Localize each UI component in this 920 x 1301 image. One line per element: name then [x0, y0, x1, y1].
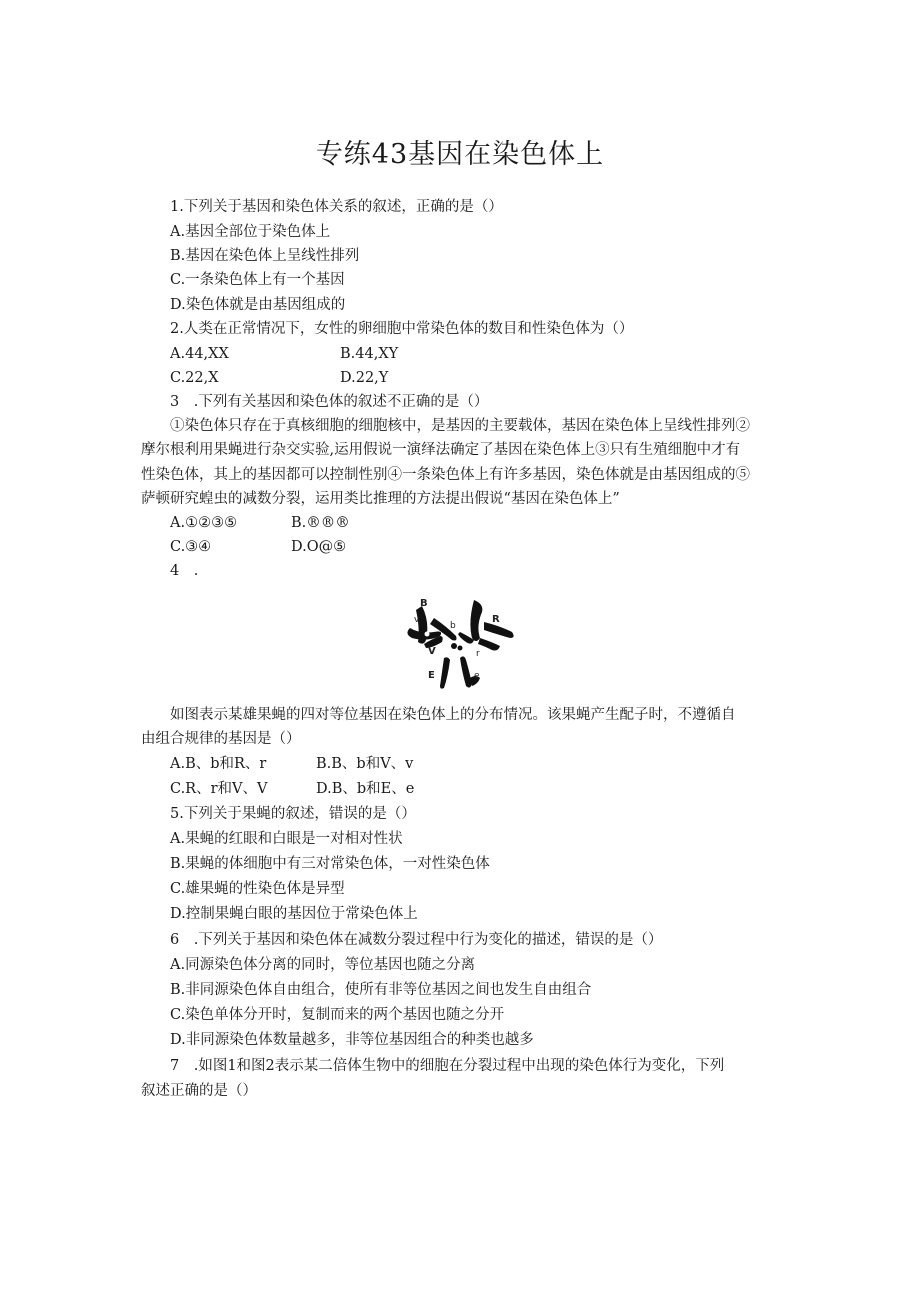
q4-option-c: C.R、r和V、V: [170, 781, 268, 797]
q4-body-line-1: 如图表示某雄果蝇的四对等位基因在染色体上的分布情况。该果蝇产生配子时，不遵循自: [170, 707, 736, 723]
gene-label: r: [476, 649, 480, 659]
gene-label: V: [428, 646, 436, 657]
q1-option-a: A.基因全部位于染色体上: [170, 224, 331, 240]
q7-body-line-1: 7 .如图1和图2表示某二倍体生物中的细胞在分裂过程中出现的染色体行为变化，下列: [170, 1058, 725, 1074]
gene-label: b: [450, 621, 456, 631]
q4-option-b: B.B、b和V、v: [316, 756, 414, 772]
gene-label: v: [414, 615, 420, 625]
dot-chromosome: [458, 646, 463, 651]
q5-option-a: A.果蝇的红眼和白眼是一对相对性状: [170, 831, 403, 847]
chromosome-figure: [400, 592, 520, 694]
q6-option-a: A.同源染色体分离的同时，等位基因也随之分离: [170, 957, 476, 973]
q4-body-line-2: 由组合规律的基因是（）: [141, 731, 301, 747]
q4-number: 4 .: [170, 563, 199, 579]
q2-option-c: C.22,X: [170, 370, 219, 386]
q1-option-b: B.基因在染色体上呈线性排列: [170, 248, 360, 264]
q5-option-c: C.雄果蝇的性染色体是异型: [170, 881, 345, 897]
q7-body-line-2: 叙述正确的是（）: [141, 1083, 257, 1099]
q2-option-a: A.44,XX: [170, 346, 229, 362]
q6-option-c: C.染色单体分开时，复制而来的两个基因也随之分开: [170, 1007, 505, 1023]
q5-option-b: B.果蝇的体细胞中有三对常染色体，一对性染色体: [170, 856, 490, 872]
q2-option-b: B.44,XY: [340, 346, 399, 362]
q1-option-d: D.染色体就是由基因组成的: [170, 297, 346, 313]
q2-option-d: D.22,Y: [340, 370, 389, 386]
chromosome-pair-rr: [458, 600, 514, 651]
q1-option-c: C.一条染色体上有一个基因: [170, 272, 345, 288]
q3-option-b: B.®®®: [291, 515, 350, 531]
q3-body-line-2: 摩尔根利用果蝇进行杂交实验,运用假说一演绎法确定了基因在染色体上③只有生殖细胞中才有: [141, 442, 741, 458]
q3-body-line-3: 性染色体，其上的基因都可以控制性别④一条染色体上有许多基因，染色体就是由基因组成的⑤: [141, 467, 750, 483]
gene-label: e: [474, 671, 480, 681]
q3-body-line-4: 萨顿研究蝗虫的减数分裂，运用类比推理的方法提出假说“基因在染色体上”: [141, 491, 620, 507]
page-title: 专练43基因在染色体上: [315, 139, 605, 170]
q3-option-d: D.O@⑤: [291, 539, 347, 555]
q2-stem: 2.人类在正常情况下，女性的卵细胞中常染色体的数目和性染色体为（）: [170, 321, 634, 337]
q3-option-c: C.③④: [170, 539, 212, 555]
q5-option-d: D.控制果蝇白眼的基因位于常染色体上: [170, 906, 418, 922]
q1-stem: 1.下列关于基因和染色体关系的叙述，正确的是（）: [170, 199, 503, 215]
q6-stem: 6 .下列关于基因和染色体在减数分裂过程中行为变化的描述，错误的是（）: [170, 932, 663, 948]
q4-option-d: D.B、b和E、e: [316, 781, 415, 797]
gene-label: E: [428, 670, 435, 681]
q3-option-a: A.①②③⑤: [170, 515, 238, 531]
gene-label: R: [492, 614, 500, 625]
q6-option-b: B.非同源染色体自由组合，使所有非等位基因之间也发生自由组合: [170, 982, 592, 998]
q3-body-line-1: ①染色体只存在于真核细胞的细胞核中，是基因的主要载体，基因在染色体上呈线性排列②: [170, 418, 750, 434]
dot-chromosome: [451, 643, 457, 649]
q5-stem: 5.下列关于果蝇的叙述，错误的是（）: [170, 806, 416, 822]
q4-option-a: A.B、b和R、r: [170, 756, 267, 772]
q3-stem: 3 .下列有关基因和染色体的叙述不正确的是（）: [170, 394, 489, 410]
gene-label: B: [420, 598, 428, 609]
q6-option-d: D.非同源染色体数量越多，非等位基因组合的种类也越多: [170, 1032, 534, 1048]
